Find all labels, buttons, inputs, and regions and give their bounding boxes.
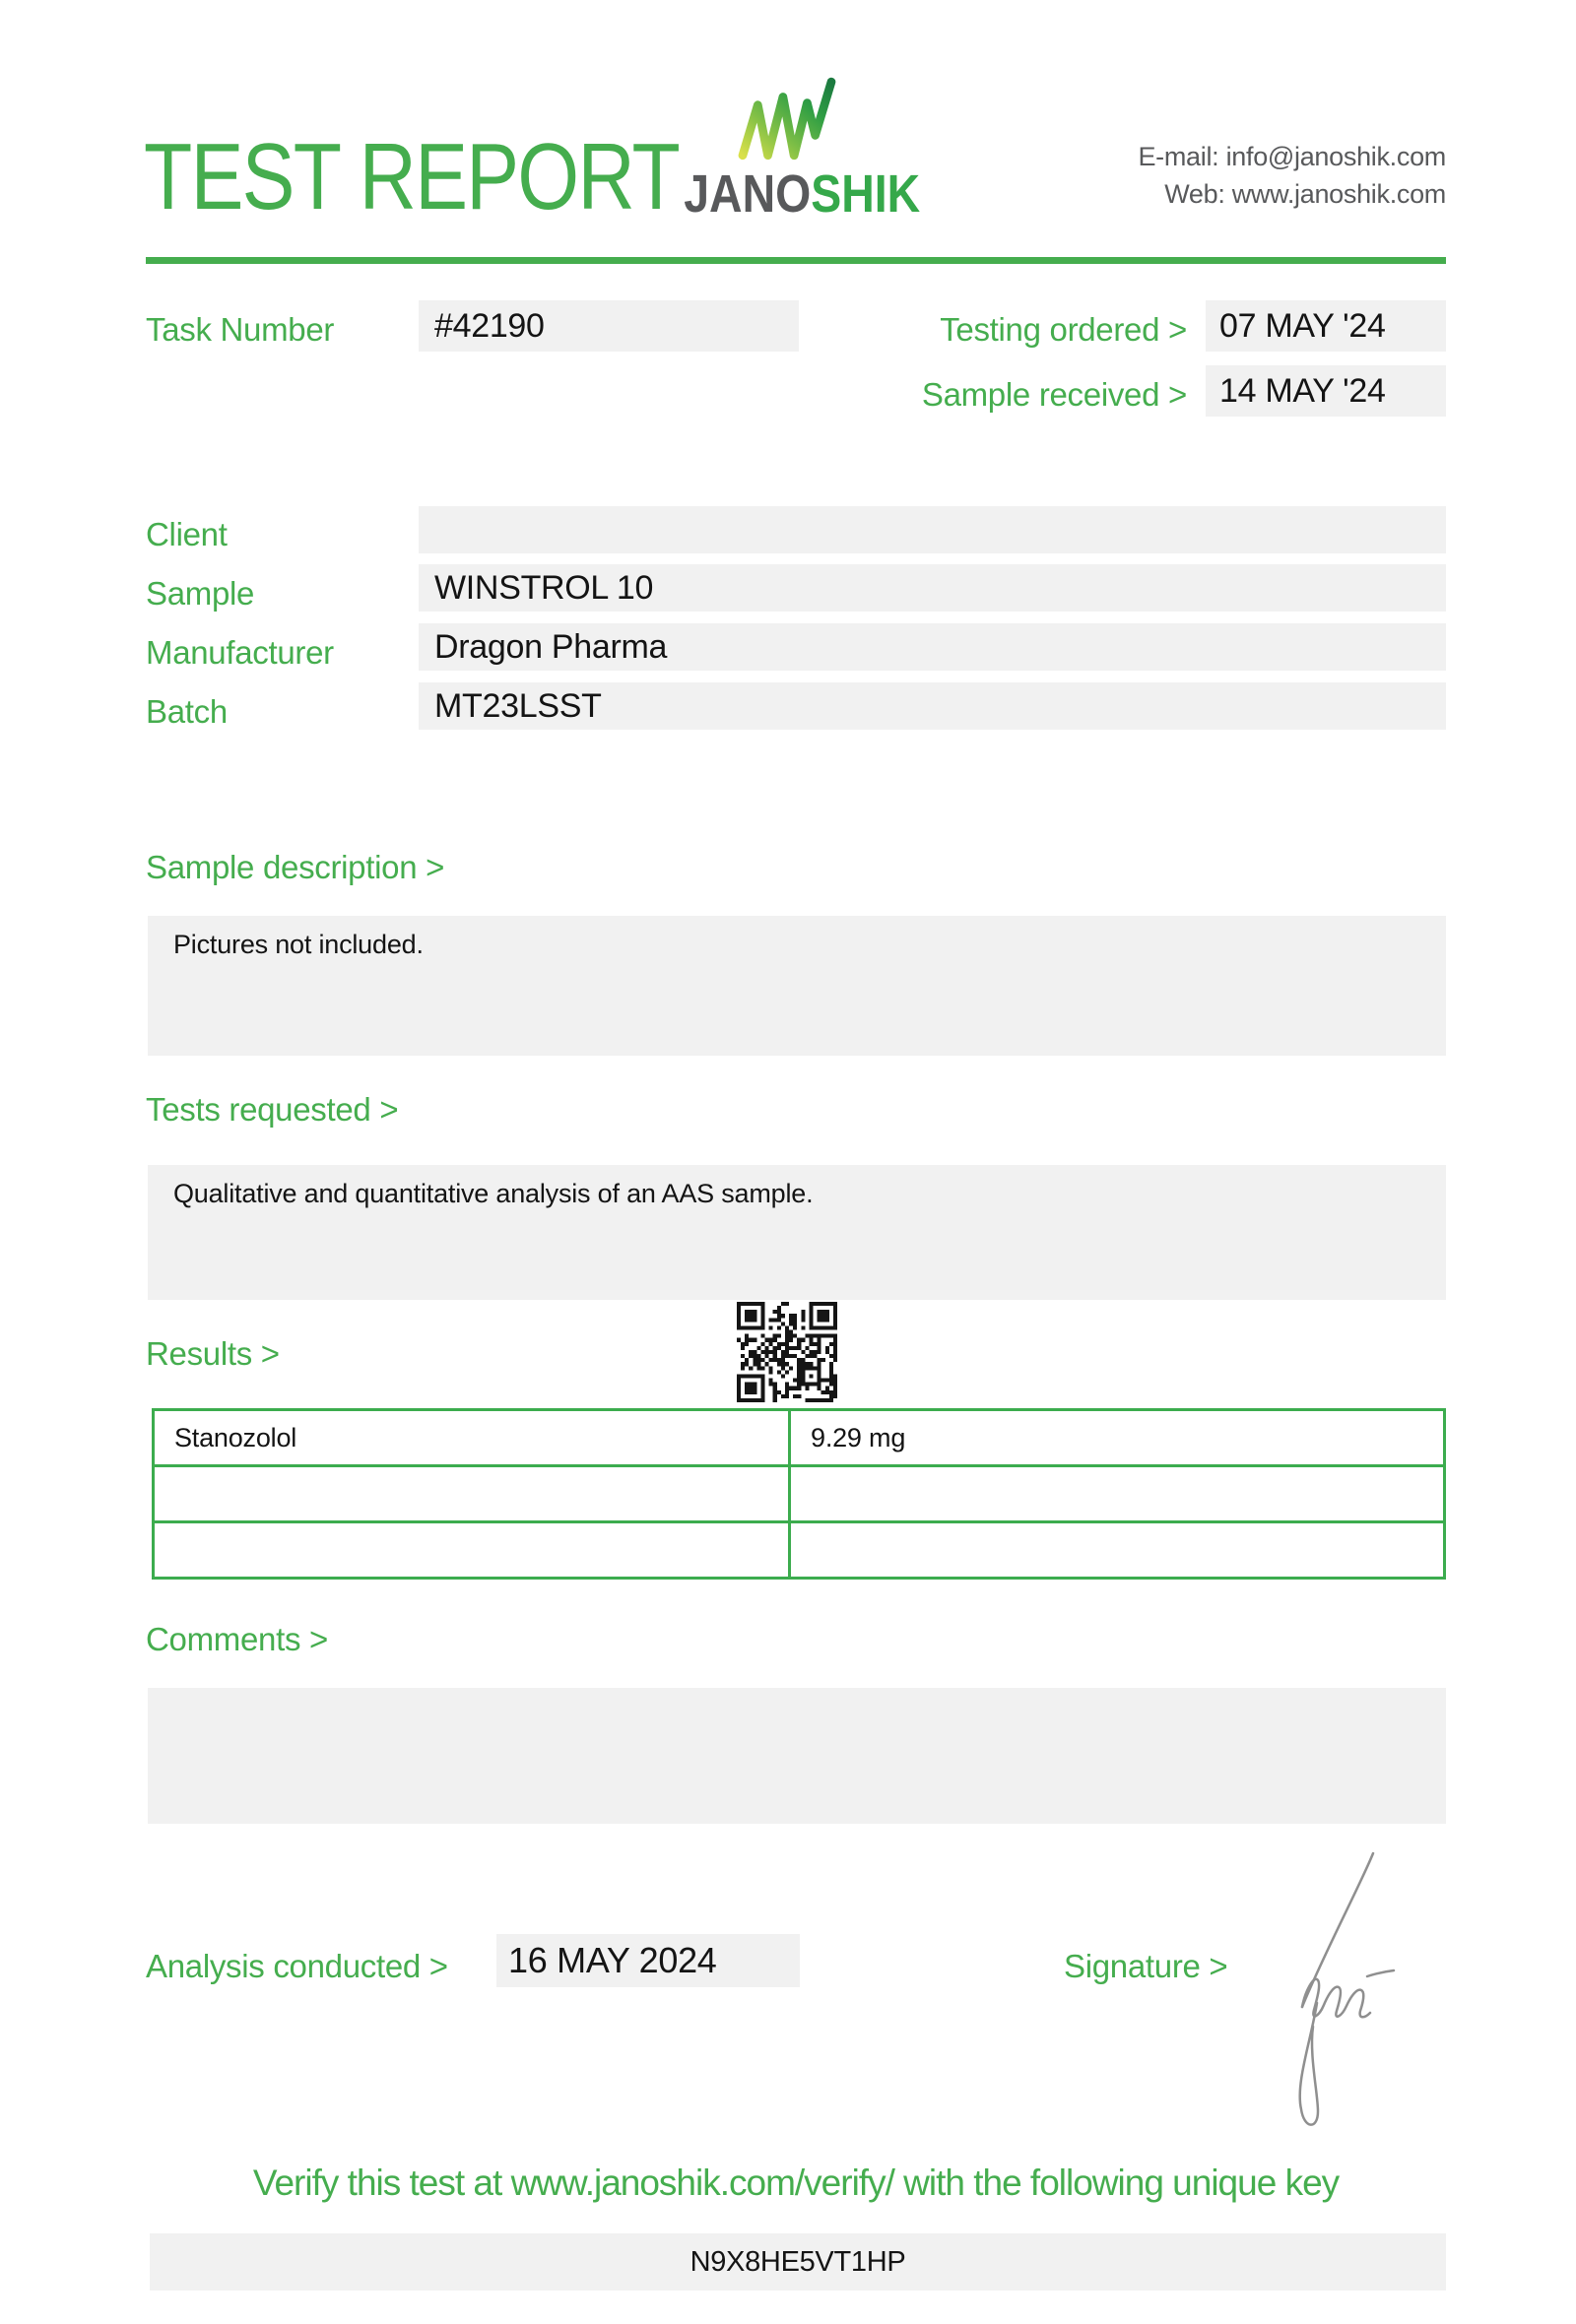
logo-gray-part: JANO xyxy=(684,164,812,224)
sample-description-text: Pictures not included. xyxy=(173,930,424,959)
client-label: Client xyxy=(146,516,228,552)
growth-chart-icon xyxy=(737,77,839,163)
signature-label: Signature > xyxy=(1064,1948,1228,1984)
results-heading: Results > xyxy=(146,1335,280,1372)
page-title: TEST REPORT xyxy=(144,124,680,229)
testing-ordered-field xyxy=(1206,300,1446,352)
analysis-conducted-value: 16 MAY 2024 xyxy=(508,1940,717,1980)
analyte-cell xyxy=(154,1522,790,1579)
analysis-conducted-field xyxy=(496,1934,800,1987)
batch-label: Batch xyxy=(146,693,228,730)
analyte-cell xyxy=(154,1466,790,1522)
amount-cell xyxy=(790,1466,1445,1522)
header-divider xyxy=(146,257,1446,264)
verify-key-value: N9X8HE5VT1HP xyxy=(690,2245,906,2278)
web-link[interactable]: Web: www.janoshik.com xyxy=(1164,179,1446,209)
sample-received-field xyxy=(1206,365,1446,417)
logo-green-part: SHIK xyxy=(811,164,921,224)
comments-box xyxy=(148,1688,1446,1824)
manufacturer-label: Manufacturer xyxy=(146,634,334,671)
batch-value: MT23LSST xyxy=(434,686,602,725)
task-number-field xyxy=(419,300,799,352)
results-table xyxy=(152,1408,1446,1580)
sample-description-heading: Sample description > xyxy=(146,849,445,885)
tests-requested-heading: Tests requested > xyxy=(146,1091,399,1128)
manufacturer-value: Dragon Pharma xyxy=(434,627,668,666)
sample-received-label: Sample received > xyxy=(921,376,1187,413)
table-row xyxy=(154,1410,1445,1466)
analyte-cell: Stanozolol xyxy=(154,1410,790,1466)
manufacturer-field xyxy=(419,623,1446,671)
client-field xyxy=(419,506,1446,553)
tests-requested-text: Qualitative and quantitative analysis of an AAS sample. xyxy=(173,1179,814,1208)
sample-description-box xyxy=(148,916,1446,1056)
verify-instruction: Verify this test at www.janoshik.com/verify/ with the following unique key xyxy=(252,2163,1340,2203)
table-row xyxy=(154,1466,1445,1522)
sample-label: Sample xyxy=(146,575,255,612)
verify-key-field xyxy=(150,2233,1446,2291)
testing-ordered-value: 07 MAY '24 xyxy=(1219,306,1386,345)
testing-ordered-label: Testing ordered > xyxy=(940,311,1187,348)
task-number-label: Task Number xyxy=(146,311,335,348)
sample-received-value: 14 MAY '24 xyxy=(1219,371,1386,410)
contact-block xyxy=(1138,138,1446,213)
qr-code xyxy=(737,1302,837,1402)
table-row xyxy=(154,1522,1445,1579)
amount-cell xyxy=(790,1522,1445,1579)
batch-field xyxy=(419,682,1446,730)
tests-requested-box xyxy=(148,1165,1446,1300)
amount-cell: 9.29 mg xyxy=(790,1410,1445,1466)
sample-value: WINSTROL 10 xyxy=(434,568,654,607)
comments-heading: Comments > xyxy=(146,1621,328,1657)
sample-field xyxy=(419,564,1446,612)
analysis-conducted-label: Analysis conducted > xyxy=(146,1948,448,1984)
email-link[interactable]: E-mail: info@janoshik.com xyxy=(1138,142,1446,171)
signature-image xyxy=(1271,1847,1401,2143)
task-number-value: #42190 xyxy=(434,306,545,345)
logo-wordmark xyxy=(684,164,921,224)
